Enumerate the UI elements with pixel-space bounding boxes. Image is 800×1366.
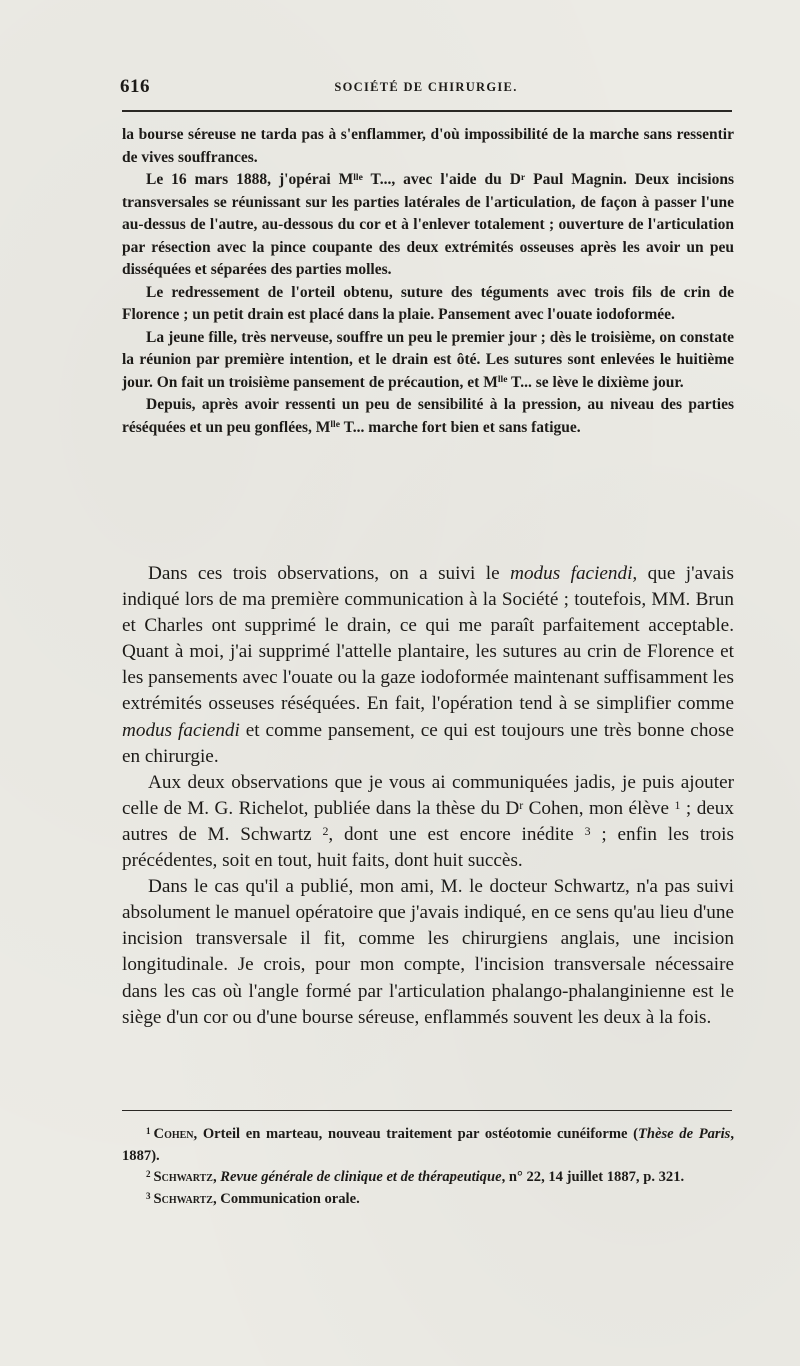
header-rule <box>122 110 732 112</box>
footnotes <box>122 1124 734 1211</box>
paragraph: Dans le cas qu'il a publié, mon ami, M. le docteur Schwartz, n'a pas suivi absolument le manuel opératoire que j'avais indiqué, en ce sens qu'au lieu d'une incision transversale il fit, comme les chirurgiens anglais, une incision longitudinale. Je crois, pour mon compte, l'incision transversale nécessaire dans les cas où l'angle formé par l'articulation phalango-phalanginienne est le siège d'un cor ou d'une bourse séreuse, enflammés souvent les deux à la fois. <box>122 876 734 1028</box>
main-text <box>122 561 734 1031</box>
page-number: 616 <box>120 76 150 97</box>
footnote-ref: 2 <box>322 823 329 838</box>
footnote-ref: 3 <box>584 823 591 838</box>
page-header <box>120 76 732 100</box>
paragraph: Dans ces trois observations, on a suivi le modus faciendi, que j'avais indiqué lors de ma première communication à la Société ; toutefois, MM. Brun et Charles ont supprimé le drain, ce qui me paraît parfaitement acceptable. Quant à moi, j'ai supprimé l'attelle plantaire, les sutures au crin de Florence et les pansements avec l'ouate ou la gaze iodoformée maintenant suffisamment les extrémités osseuses réséquées. En fait, l'opération tend à se simplifier comme modus faciendi et comme pansement, ce qui est toujours une très bonne chose en chirurgie. <box>122 563 734 767</box>
case-report-text <box>122 124 734 439</box>
paragraph: la bourse séreuse ne tarda pas à s'enflammer, d'où impossibilité de la marche sans ressentir de vives souffrances. <box>122 126 734 166</box>
footnote-ref: 1 <box>674 797 681 812</box>
footnote: $^1$ Cohen, Orteil en marteau, nouveau traitement par ostéotomie cunéiforme (Thèse de Paris, 1887). <box>122 1126 734 1164</box>
footnote: $^3$ Schwartz, Communication orale. <box>146 1191 360 1207</box>
paragraph: La jeune fille, très nerveuse, souffre un peu le premier jour ; dès le troisième, on constate la réunion par première intention, et le drain est ôté. Les sutures sont enlevées le huitième jour. On fait un troisième pansement de précaution, et $M^{lle}$ T... se lève le dixième jour. <box>122 328 734 391</box>
paragraph: Depuis, après avoir ressenti un peu de sensibilité à la pression, au niveau des parties réséquées et un peu gonflées, $M^{lle}$ T... marche fort bien et sans fatigue. <box>122 396 734 436</box>
footnote-rule <box>122 1110 732 1111</box>
running-title: SOCIÉTÉ DE CHIRURGIE. <box>334 80 518 94</box>
paragraph: Aux deux observations que je vous ai communiquées jadis, je puis ajouter celle de M. G. Richelot, publiée dans la thèse du $D^r$ Cohen, mon élève $^1$ ; deux autres de M. Schwartz $^2$, dont une est encore inédite $^3$ ; enfin les trois précédentes, soit en tout, huit faits, dont huit succès. <box>122 771 734 872</box>
paragraph: Le 16 mars 1888, j'opérai $M^{lle}$ T..., avec l'aide du $D^r$ Paul Magnin. Deux incisions transversales se réunissant sur les parties latérales de l'articulation, de façon à passer l'une au-dessus de l'autre, au-dessous du cor et à l'enlever totalement ; ouverture de l'articulation par résection avec la pince coupante des deux extrémités osseuses après les avoir un peu disséquées et séparées des parties molles. <box>122 171 734 278</box>
paragraph: Le redressement de l'orteil obtenu, suture des téguments avec trois fils de crin de Florence ; un petit drain est placé dans la plaie. Pansement avec l'ouate iodoformée. <box>122 283 734 323</box>
footnote: $^2$ Schwartz, Revue générale de clinique et de thérapeutique, n° 22, 14 juillet 1887, p. 321. <box>146 1169 685 1185</box>
